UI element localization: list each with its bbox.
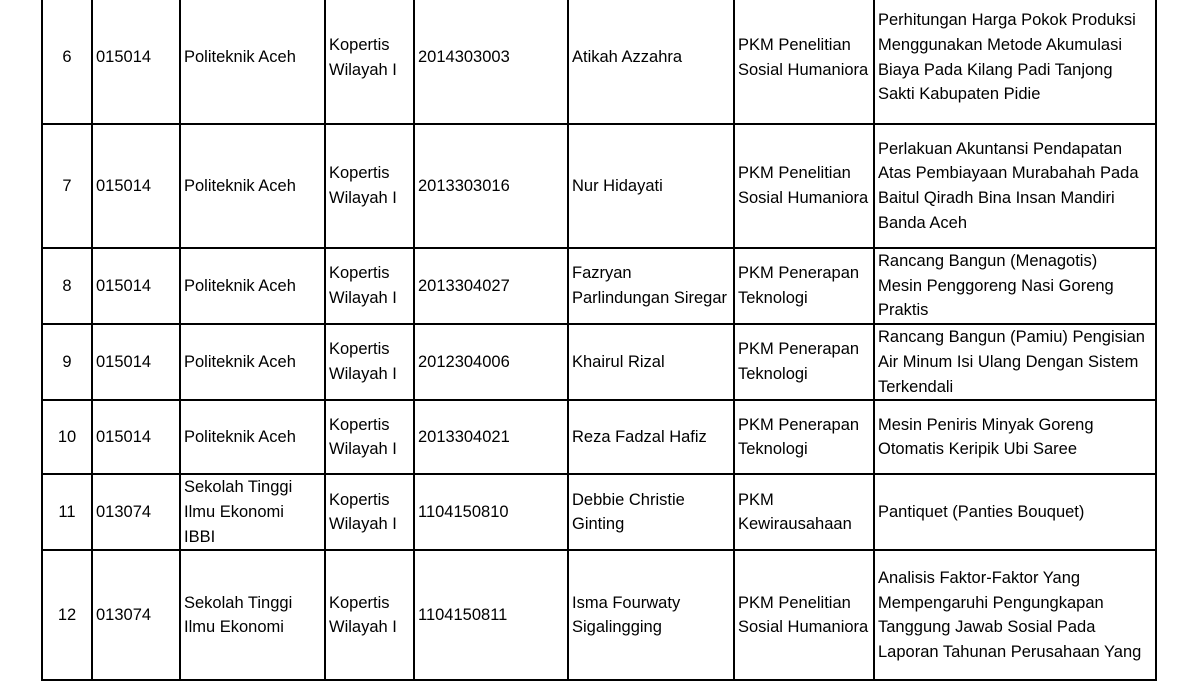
student-name-cell	[568, 324, 734, 400]
pkm-scheme-line: PKM Penerapan	[738, 340, 860, 359]
institution-cell	[180, 400, 325, 474]
proposal-title-line: Air Minum Isi Ulang Dengan Sistem	[878, 352, 1139, 371]
region-cell	[325, 324, 414, 400]
proposal-title-line: Analisis Faktor-Faktor Yang	[878, 568, 1081, 587]
pkm-scheme-line: PKM Penelitian	[738, 164, 851, 183]
student-id-cell: 1104150811	[414, 550, 568, 680]
institution-line: Politeknik Aceh	[184, 352, 296, 371]
institution-cell	[180, 550, 325, 680]
proposal-title-line: Sakti Kabupaten Pidie	[878, 85, 1041, 104]
student-name-cell	[568, 248, 734, 324]
region-line: Kopertis	[329, 415, 390, 434]
student-name-line: Sigalingging	[572, 618, 662, 637]
pkm-scheme-line: PKM Penelitian	[738, 35, 851, 54]
table-row	[42, 474, 1156, 550]
region-line: Wilayah I	[329, 365, 397, 384]
student-id-cell: 2013304021	[414, 400, 568, 474]
row-number-cell: 11	[42, 474, 92, 550]
pkm-scheme-line: PKM Penerapan	[738, 264, 860, 283]
pkm-scheme-line: PKM Penerapan	[738, 415, 860, 434]
row-number-cell: 12	[42, 550, 92, 680]
table-row	[42, 400, 1156, 474]
proposal-title-line: Mempengaruhi Pengungkapan	[878, 593, 1104, 612]
student-name-line: Debbie Christie	[572, 490, 685, 509]
row-number-cell: 8	[42, 248, 92, 324]
institution-cell	[180, 248, 325, 324]
region-line: Wilayah I	[329, 440, 397, 459]
region-line: Kopertis	[329, 593, 390, 612]
region-cell	[325, 400, 414, 474]
region-line: Kopertis	[329, 490, 390, 509]
student-name-cell	[568, 400, 734, 474]
student-name-cell	[568, 0, 734, 124]
proposal-title-cell	[874, 124, 1156, 248]
institution-code-cell: 015014	[92, 124, 180, 248]
pkm-scheme-cell	[734, 400, 874, 474]
student-id-cell: 2014303003	[414, 0, 568, 124]
institution-code-cell: 015014	[92, 324, 180, 400]
proposal-title-line: Tanggung Jawab Sosial Pada	[878, 618, 1096, 637]
institution-line: Ilmu Ekonomi	[184, 618, 284, 637]
proposal-title-cell	[874, 324, 1156, 400]
pkm-scheme-line: Sosial Humaniora	[738, 189, 869, 207]
region-line: Kopertis	[329, 264, 390, 283]
proposal-title-line: Otomatis Keripik Ubi Saree	[878, 440, 1077, 459]
pkm-scheme-cell	[734, 474, 874, 550]
proposal-title-line: Mesin Penggoreng Nasi Goreng	[878, 276, 1114, 295]
table-row	[42, 324, 1156, 400]
student-name-line: Parlindungan Siregar	[572, 289, 728, 308]
region-cell	[325, 0, 414, 124]
student-name-cell	[568, 474, 734, 550]
student-id-cell: 1104150810	[414, 474, 568, 550]
pkm-scheme-cell	[734, 248, 874, 324]
table-row	[42, 0, 1156, 124]
student-name-line: Isma Fourwaty	[572, 593, 681, 612]
institution-code-cell: 015014	[92, 400, 180, 474]
institution-cell	[180, 324, 325, 400]
institution-line: Politeknik Aceh	[184, 176, 296, 195]
institution-line: Politeknik Aceh	[184, 427, 296, 446]
participant-table	[41, 0, 1157, 681]
proposal-title-cell	[874, 0, 1156, 124]
student-name-line: Atikah Azzahra	[572, 48, 683, 67]
pkm-scheme-line: Sosial Humaniora	[738, 60, 869, 79]
student-name-line: Ginting	[572, 515, 625, 534]
student-name-line: Reza Fadzal Hafiz	[572, 427, 707, 446]
proposal-title-line: Biaya Pada Kilang Padi Tanjong	[878, 60, 1113, 79]
institution-line: Ilmu Ekonomi	[184, 502, 284, 521]
institution-line: Politeknik Aceh	[184, 48, 296, 67]
student-id-cell: 2013303016	[414, 124, 568, 248]
proposal-title-line: Pantiquet (Panties Bouquet)	[878, 502, 1085, 521]
proposal-title-line: Atas Pembiayaan Murabahah Pada	[878, 164, 1139, 183]
region-cell	[325, 474, 414, 550]
student-name-cell	[568, 124, 734, 248]
proposal-title-line: Perhitungan Harga Pokok Produksi	[878, 11, 1136, 30]
region-line: Kopertis	[329, 164, 390, 183]
proposal-title-line: Perlakuan Akuntansi Pendapatan	[878, 139, 1123, 158]
student-id-cell: 2012304006	[414, 324, 568, 400]
proposal-title-line: Rancang Bangun (Menagotis)	[878, 252, 1098, 270]
proposal-title-cell	[874, 474, 1156, 550]
student-name-line: Khairul Rizal	[572, 352, 665, 371]
region-line: Wilayah I	[329, 289, 397, 308]
institution-line: Politeknik Aceh	[184, 276, 296, 295]
region-line: Wilayah I	[329, 515, 397, 534]
region-line: Kopertis	[329, 340, 390, 359]
proposal-title-line: Rancang Bangun (Pamiu) Pengisian	[878, 328, 1145, 347]
institution-code-cell: 013074	[92, 550, 180, 680]
region-line: Wilayah I	[329, 189, 397, 207]
pkm-scheme-line: Teknologi	[738, 440, 808, 459]
institution-cell	[180, 0, 325, 124]
row-number-cell: 9	[42, 324, 92, 400]
institution-cell	[180, 124, 325, 248]
proposal-title-line: Laporan Tahunan Perusahaan Yang	[878, 643, 1142, 662]
table-row	[42, 124, 1156, 248]
institution-line: IBBI	[184, 527, 216, 546]
pkm-scheme-line: Sosial Humaniora	[738, 618, 869, 637]
table-row	[42, 248, 1156, 324]
row-number-cell: 6	[42, 0, 92, 124]
proposal-title-line: Banda Aceh	[878, 213, 967, 232]
institution-line: Sekolah Tinggi	[184, 478, 293, 497]
student-name-line: Fazryan	[572, 264, 632, 283]
pkm-scheme-line: Teknologi	[738, 365, 808, 384]
institution-line: Sekolah Tinggi	[184, 593, 293, 612]
pkm-scheme-line: Teknologi	[738, 289, 808, 308]
institution-code-cell: 015014	[92, 248, 180, 324]
proposal-title-line: Baitul Qiradh Bina Insan Mandiri	[878, 189, 1115, 207]
region-cell	[325, 550, 414, 680]
pkm-scheme-cell	[734, 0, 874, 124]
institution-code-cell: 015014	[92, 0, 180, 124]
student-id-cell: 2013304027	[414, 248, 568, 324]
region-line: Wilayah I	[329, 618, 397, 637]
proposal-title-line: Mesin Peniris Minyak Goreng	[878, 415, 1094, 434]
pkm-scheme-line: PKM	[738, 490, 774, 509]
table-row	[42, 550, 1156, 680]
region-line: Wilayah I	[329, 60, 397, 79]
pkm-scheme-line: PKM Penelitian	[738, 593, 851, 612]
institution-cell	[180, 474, 325, 550]
region-cell	[325, 124, 414, 248]
region-line: Kopertis	[329, 35, 390, 54]
pkm-scheme-line: Kewirausahaan	[738, 515, 852, 534]
table-body	[42, 0, 1156, 680]
row-number-cell: 10	[42, 400, 92, 474]
institution-code-cell: 013074	[92, 474, 180, 550]
proposal-title-line: Praktis	[878, 301, 929, 320]
region-cell	[325, 248, 414, 324]
proposal-title-cell	[874, 400, 1156, 474]
proposal-title-cell	[874, 550, 1156, 680]
row-number-cell: 7	[42, 124, 92, 248]
proposal-title-cell	[874, 248, 1156, 324]
proposal-title-line: Terkendali	[878, 377, 954, 396]
pkm-scheme-cell	[734, 550, 874, 680]
pkm-scheme-cell	[734, 124, 874, 248]
proposal-title-line: Menggunakan Metode Akumulasi	[878, 35, 1122, 54]
student-name-cell	[568, 550, 734, 680]
pkm-scheme-cell	[734, 324, 874, 400]
student-name-line: Nur Hidayati	[572, 176, 663, 195]
